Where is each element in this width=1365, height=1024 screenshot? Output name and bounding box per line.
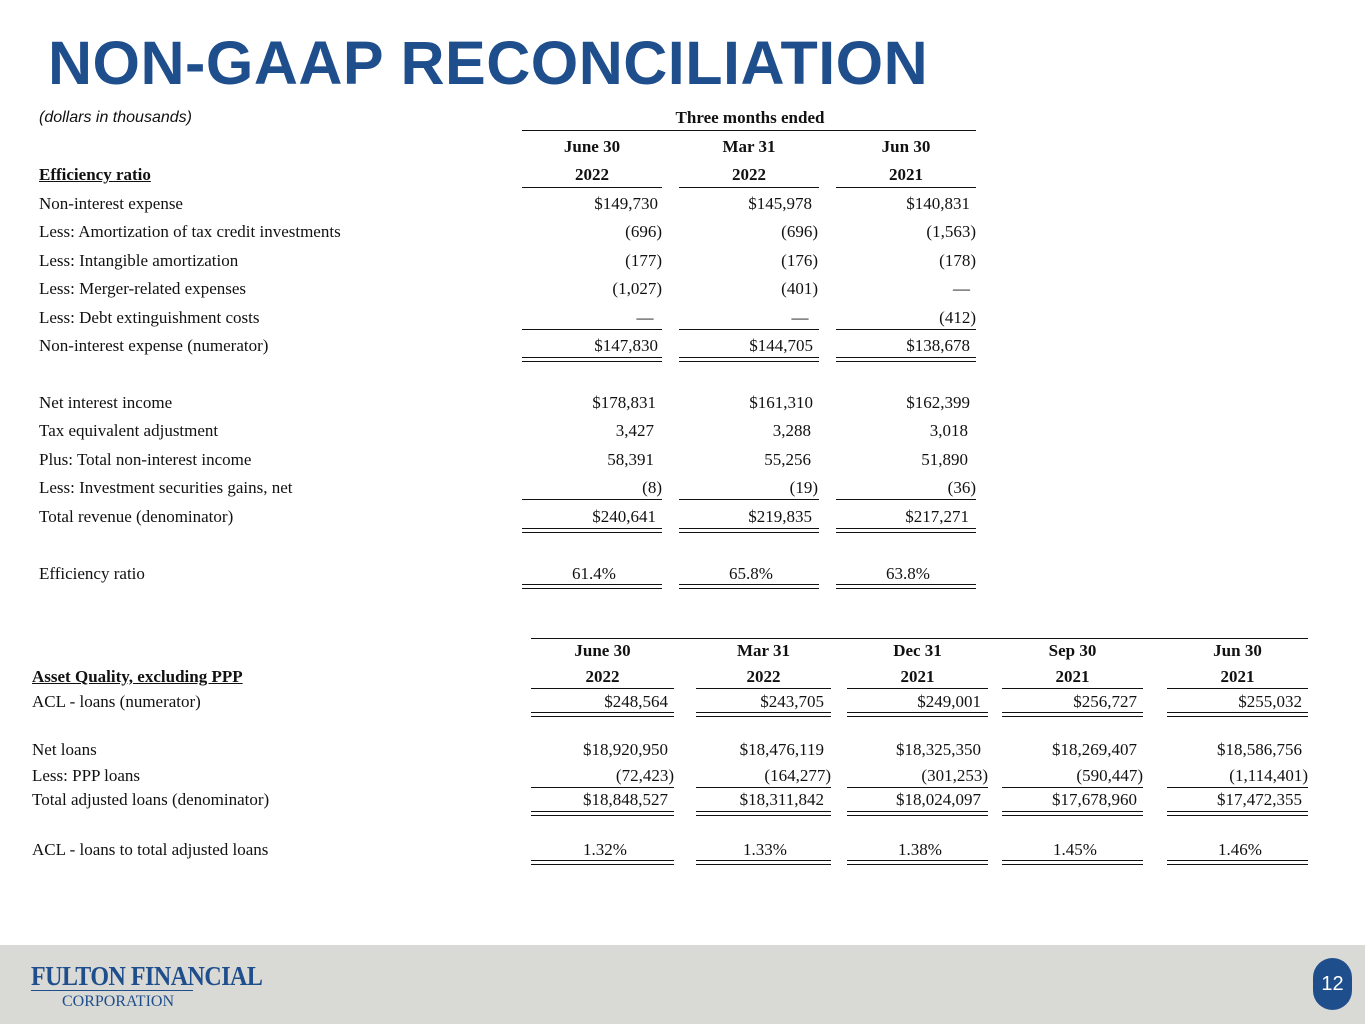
group-header: Three months ended (675, 108, 825, 127)
divider (836, 329, 976, 330)
cell-value: $145,978 (748, 194, 812, 213)
double-rule (522, 584, 662, 589)
cell-value: $249,001 (917, 692, 981, 711)
logo-wordmark: FULTON FINANCIAL (31, 962, 263, 992)
divider (836, 499, 976, 500)
cell-value: (401) (781, 279, 818, 298)
column-header-month: Jun 30 (1213, 641, 1262, 660)
cell-value: (1,114,401) (1229, 766, 1308, 785)
cell-value: 61.4% (572, 564, 616, 583)
double-rule (1002, 811, 1143, 816)
cell-value: $149,730 (594, 194, 658, 213)
cell-value: $18,476,119 (739, 740, 824, 759)
cell-value: (177) (625, 251, 662, 270)
cell-value: (412) (939, 308, 976, 327)
cell-value: $18,848,527 (583, 790, 668, 809)
cell-value: $178,831 (592, 393, 656, 412)
cell-value: $144,705 (749, 336, 813, 355)
divider (522, 130, 976, 131)
double-rule (836, 357, 976, 362)
divider (522, 499, 662, 500)
logo-rule (31, 990, 193, 991)
cell-value: $18,920,950 (583, 740, 668, 759)
cell-value: $255,032 (1238, 692, 1302, 711)
double-rule (847, 712, 988, 717)
divider (522, 187, 662, 188)
double-rule (696, 860, 831, 865)
row-label: Less: Amortization of tax credit investments (39, 222, 341, 241)
cell-value: 3,427 (615, 421, 654, 440)
divider (1167, 688, 1308, 689)
double-rule (679, 528, 819, 533)
column-header-year: 2022 (585, 667, 620, 686)
page-number-badge: 12 (1313, 958, 1352, 1010)
row-label: ACL - loans to total adjusted loans (32, 840, 269, 859)
cell-value: 1.45% (1053, 840, 1097, 859)
divider (836, 187, 976, 188)
column-header-month: Mar 31 (722, 137, 776, 156)
cell-value: $161,310 (749, 393, 813, 412)
row-label: Less: Investment securities gains, net (39, 478, 293, 497)
row-label: Non-interest expense (numerator) (39, 336, 269, 355)
cell-value: $18,024,097 (896, 790, 981, 809)
cell-value: — (953, 279, 970, 298)
cell-value: 1.38% (898, 840, 942, 859)
cell-value: (1,027) (612, 279, 662, 298)
cell-value: 58,391 (607, 450, 654, 469)
row-label: Non-interest expense (39, 194, 183, 213)
row-label: ACL - loans (numerator) (32, 692, 201, 711)
section-label: Asset Quality, excluding PPP (32, 667, 243, 686)
cell-value: $140,831 (906, 194, 970, 213)
logo-subtitle: CORPORATION (62, 993, 175, 1010)
cell-value: (36) (947, 478, 976, 497)
units-note: (dollars in thousands) (39, 109, 192, 126)
divider (1167, 787, 1308, 788)
divider (522, 329, 662, 330)
double-rule (836, 584, 976, 589)
column-header-month: June 30 (574, 641, 631, 660)
cell-value: 63.8% (886, 564, 930, 583)
cell-value: (696) (625, 222, 662, 241)
cell-value: $147,830 (594, 336, 658, 355)
column-header-year: 2022 (575, 165, 609, 184)
cell-value: $18,269,407 (1052, 740, 1137, 759)
cell-value: (164,277) (764, 766, 831, 785)
cell-value: $17,472,355 (1217, 790, 1302, 809)
cell-value: (696) (781, 222, 818, 241)
cell-value: $243,705 (760, 692, 824, 711)
column-header-year: 2022 (732, 165, 766, 184)
divider (679, 187, 819, 188)
double-rule (696, 811, 831, 816)
divider (847, 787, 988, 788)
double-rule (847, 811, 988, 816)
cell-value: 3,288 (772, 421, 811, 440)
double-rule (531, 811, 674, 816)
cell-value: — (636, 308, 654, 327)
row-label: Less: Intangible amortization (39, 251, 239, 270)
row-label: Less: Merger-related expenses (39, 279, 247, 298)
cell-value: (178) (939, 251, 976, 270)
cell-value: — (791, 308, 809, 327)
divider (696, 688, 831, 689)
divider (1002, 688, 1143, 689)
cell-value: $138,678 (906, 336, 970, 355)
divider (531, 638, 1308, 639)
double-rule (1167, 712, 1308, 717)
column-header-year: 2021 (1055, 667, 1090, 686)
column-header-month: Sep 30 (1048, 641, 1097, 660)
column-header-month: Jun 30 (881, 137, 931, 156)
cell-value: $256,727 (1073, 692, 1137, 711)
cell-value: $240,641 (592, 507, 656, 526)
cell-value: $219,835 (748, 507, 812, 526)
row-label: Total adjusted loans (denominator) (32, 790, 270, 809)
row-label: Net loans (32, 740, 97, 759)
double-rule (679, 357, 819, 362)
section-label: Efficiency ratio (39, 165, 151, 184)
column-header-year: 2021 (900, 667, 935, 686)
double-rule (679, 584, 819, 589)
divider (531, 787, 674, 788)
divider (1002, 787, 1143, 788)
column-header-year: 2021 (889, 165, 923, 184)
cell-value: $18,586,756 (1217, 740, 1302, 759)
cell-value: (590,447) (1076, 766, 1143, 785)
divider (679, 499, 819, 500)
double-rule (1002, 712, 1143, 717)
divider (696, 787, 831, 788)
cell-value: 3,018 (929, 421, 968, 440)
double-rule (836, 528, 976, 533)
double-rule (1167, 860, 1308, 865)
cell-value: (176) (781, 251, 818, 270)
row-label: Tax equivalent adjustment (39, 421, 219, 440)
cell-value: 1.33% (743, 840, 787, 859)
cell-value: $162,399 (906, 393, 970, 412)
double-rule (531, 712, 674, 717)
column-header-month: Dec 31 (893, 641, 942, 660)
cell-value: $17,678,960 (1052, 790, 1137, 809)
column-header-month: June 30 (563, 137, 621, 156)
row-label: Plus: Total non-interest income (39, 450, 252, 469)
row-label: Less: PPP loans (32, 766, 141, 785)
divider (847, 688, 988, 689)
page-title: NON-GAAP RECONCILIATION (48, 29, 929, 97)
cell-value: $248,564 (604, 692, 668, 711)
cell-value: $18,311,842 (739, 790, 824, 809)
cell-value: (301,253) (921, 766, 988, 785)
double-rule (1002, 860, 1143, 865)
cell-value: 51,890 (921, 450, 968, 469)
cell-value: 65.8% (729, 564, 773, 583)
cell-value: (19) (789, 478, 818, 497)
cell-value: $217,271 (905, 507, 969, 526)
cell-value: (8) (642, 478, 662, 497)
row-label: Net interest income (39, 393, 173, 412)
cell-value: 55,256 (764, 450, 811, 469)
row-label: Total revenue (denominator) (39, 507, 234, 526)
cell-value: (1,563) (926, 222, 976, 241)
cell-value: $18,325,350 (896, 740, 981, 759)
double-rule (696, 712, 831, 717)
cell-value: 1.46% (1218, 840, 1262, 859)
row-label: Efficiency ratio (39, 564, 145, 583)
double-rule (531, 860, 674, 865)
double-rule (522, 357, 662, 362)
cell-value: 1.32% (583, 840, 627, 859)
column-header-year: 2021 (1220, 667, 1255, 686)
double-rule (847, 860, 988, 865)
divider (531, 688, 674, 689)
double-rule (1167, 811, 1308, 816)
column-header-year: 2022 (746, 667, 781, 686)
row-label: Less: Debt extinguishment costs (39, 308, 260, 327)
column-header-month: Mar 31 (736, 641, 791, 660)
double-rule (522, 528, 662, 533)
cell-value: (72,423) (615, 766, 674, 785)
divider (679, 329, 819, 330)
